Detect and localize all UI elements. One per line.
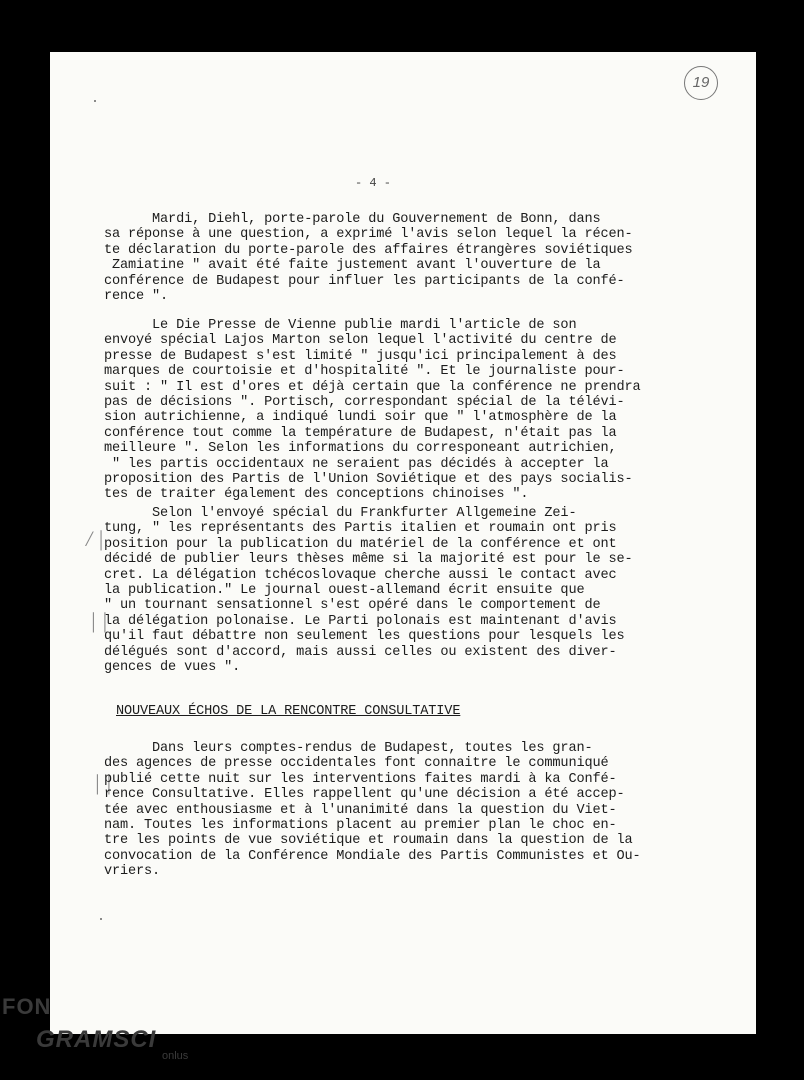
text-line: proposition des Partis de l'Union Soviétique et des pays socialis- (104, 472, 633, 488)
paragraph-1 (104, 212, 704, 304)
folio-number: 19 (684, 66, 718, 100)
text-line: décidé de publier leurs thèses même si la majorité est pour le se- (104, 552, 633, 568)
text-line: meilleure ". Selon les informations du corresponeant autrichien, (104, 441, 617, 457)
text-line: Le Die Presse de Vienne publie mardi l'article de son (104, 318, 577, 333)
text-line: position pour la publication du matériel de la conférence et ont (104, 536, 617, 552)
text-line: tée avec enthousiasme et à l'unanimité dans la question du Viet- (104, 802, 617, 818)
margin-annotation: | | (94, 770, 112, 795)
document-page (50, 52, 756, 1034)
text-line: des agences de presse occidentales font connaitre le communiqué (104, 756, 609, 772)
margin-annotation: | | (90, 608, 108, 633)
text-line: cret. La délégation tchécoslovaque cherche aussi le contact avec (104, 567, 617, 583)
watermark-text: GRAMSCI (36, 1026, 157, 1053)
watermark-text: onlus (162, 1050, 189, 1062)
speck (94, 100, 96, 102)
text-line: gences de vues ". (104, 660, 241, 676)
text-line: conférence tout comme la température de Budapest, n'était pas la (104, 425, 617, 441)
text-line: publié cette nuit sur les interventions faites mardi à ka Confé- (104, 771, 617, 787)
section-heading: NOUVEAUX ÉCHOS DE LA RENCONTRE CONSULTATIVE (116, 704, 461, 719)
text-line: " un tournant sensationnel s'est opéré dans le comportement de (104, 598, 601, 614)
text-line: rence Consultative. Elles rappellent qu'une décision a été accep- (104, 787, 625, 803)
text-line: convocation de la Conférence Mondiale des Partis Communistes et Ou- (104, 848, 641, 864)
text-line: rence ". (104, 289, 169, 305)
speck (100, 918, 102, 920)
watermark-text: FON (2, 994, 52, 1019)
text-line: envoyé spécial Lajos Marton selon lequel l'activité du centre de (104, 333, 617, 349)
text-line: tes de traiter également des conceptions chinoises ". (104, 487, 529, 503)
text-line: tung, " les représentants des Partis italien et roumain ont pris (104, 521, 617, 537)
text-line: sion autrichienne, a indiqué lundi soir que " l'atmosphère de la (104, 410, 617, 426)
paragraph-2 (104, 318, 704, 503)
text-line: " les partis occidentaux ne seraient pas décidés à accepter la (104, 456, 609, 472)
text-line: la publication." Le journal ouest-allemand écrit ensuite que (104, 583, 585, 599)
page-number: - 4 - (355, 176, 392, 190)
text-line: tre les points de vue soviétique et roumain dans la question de la (104, 833, 633, 849)
text-line: Selon l'envoyé spécial du Frankfurter Allgemeine Zei- (104, 506, 577, 521)
paragraph-4 (104, 741, 704, 880)
margin-annotation: / | (86, 526, 104, 551)
text-line: marques de courtoisie et d'hospitalité ". Et le journaliste pour- (104, 364, 625, 380)
text-line: nam. Toutes les informations placent au premier plan le choc en- (104, 818, 617, 834)
text-line: te déclaration du porte-parole des affaires étrangères soviétiques (104, 242, 633, 258)
text-line: la délégation polonaise. Le Parti polonais est maintenant d'avis (104, 613, 617, 629)
text-line: presse de Budapest s'est limité " jusqu'ici principalement à des (104, 348, 617, 364)
text-line: vriers. (104, 864, 161, 880)
text-line: Mardi, Diehl, porte-parole du Gouvernement de Bonn, dans (104, 212, 601, 227)
text-line: sa réponse à une question, a exprimé l'avis selon lequel la récen- (104, 227, 633, 243)
text-line: Dans leurs comptes-rendus de Budapest, toutes les gran- (104, 741, 593, 756)
text-line: pas de décisions ". Portisch, correspondant spécial de la télévi- (104, 395, 625, 411)
text-line: Zamiatine " avait été faite justement avant l'ouverture de la (104, 258, 601, 274)
text-line: suit : " Il est d'ores et déjà certain que la conférence ne prendra (104, 379, 641, 395)
text-line: conférence de Budapest pour influer les participants de la confé- (104, 273, 625, 289)
watermark-logo (0, 992, 230, 1072)
text-line: délégués sont d'accord, mais aussi celles ou existent des diver- (104, 644, 617, 660)
text-line: qu'il faut débattre non seulement les questions pour lesquels les (104, 629, 625, 645)
paragraph-3 (104, 506, 704, 675)
